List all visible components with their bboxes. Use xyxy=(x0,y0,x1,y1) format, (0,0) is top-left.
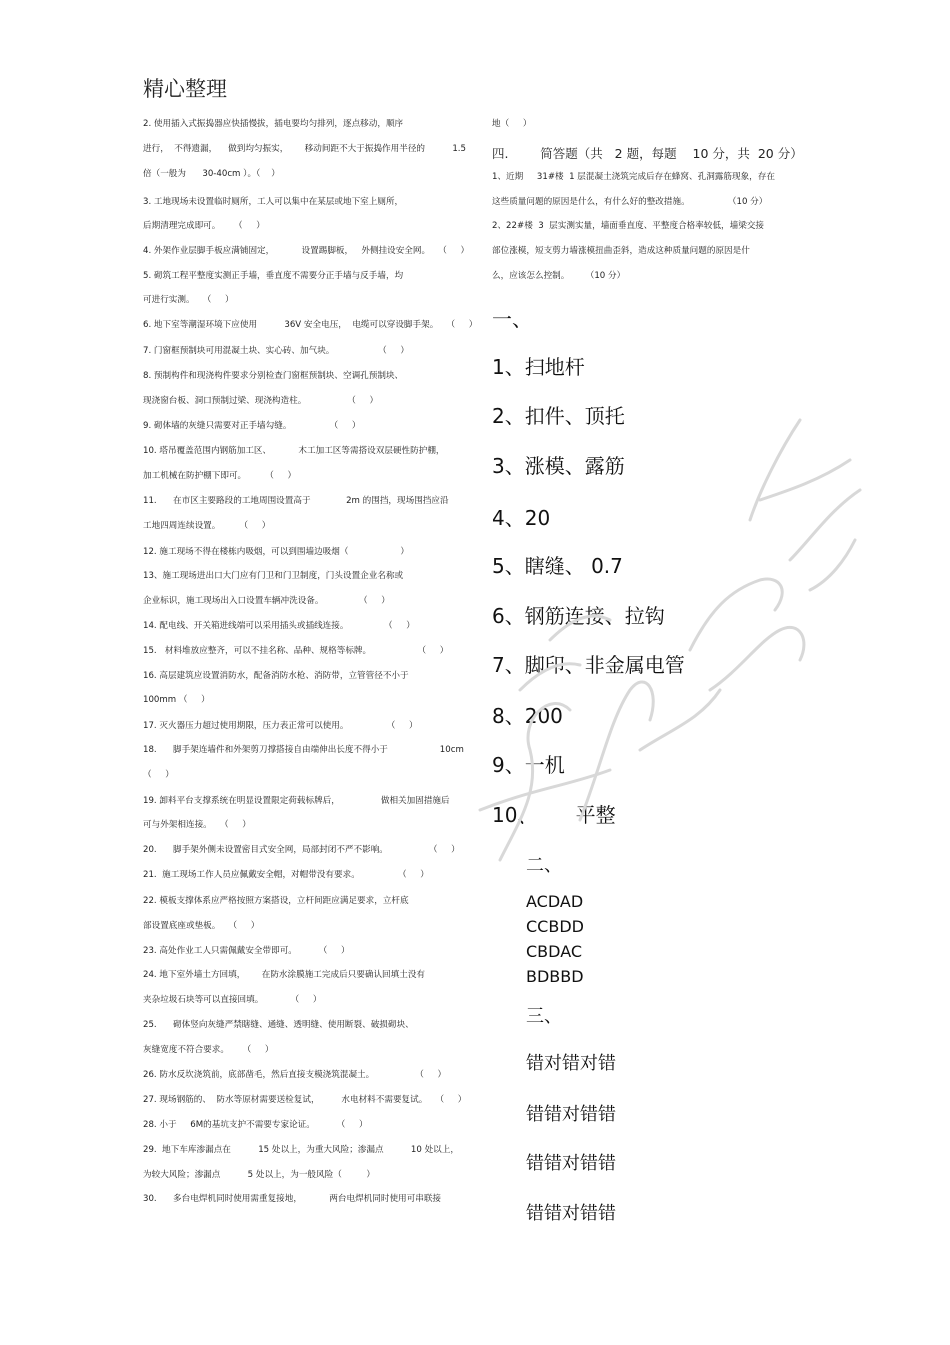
question-line: 11. 在市区主要路段的工地周围设置高于 2m 的围挡，现场围挡应沿 xyxy=(143,496,449,506)
question-line: 14. 配电线、开关箱进线端可以采用插头或插线连接。 （ ） xyxy=(143,621,415,631)
answer-item: 8、200 xyxy=(492,704,563,728)
question-line: 进行， 不得遗漏， 做到均匀振实， 移动间距不大于振捣作用半径的 1.5 xyxy=(143,144,466,154)
question-line: 100mm （ ） xyxy=(143,695,210,705)
answer-item: 4、20 xyxy=(492,506,551,530)
answer-item: CCBDD xyxy=(526,917,584,936)
answer-item: 错错对错错 xyxy=(526,1153,616,1174)
question-line: 22. 模板支撑体系应严格按照方案搭设，立杆间距应满足要求，立杆底 xyxy=(143,896,409,906)
question-line: 现浇窗台板、洞口预制过梁、现浇构造柱。 （ ） xyxy=(143,396,379,406)
short-answer-line: 部位涨模，短支剪力墙涨模扭曲歪斜，造成这种质量问题的原因是什 xyxy=(492,246,750,256)
question-line: 为较大风险；渗漏点 5 处以上，为一般风险（ ） xyxy=(143,1170,375,1180)
short-answer-line: 么，应该怎么控制。 （10 分） xyxy=(492,271,626,281)
question-line: 夹杂垃圾石块等可以直接回填。 （ ） xyxy=(143,995,322,1005)
question-line: （ ） xyxy=(143,770,174,780)
question-line: 17. 灭火器压力超过使用期限，压力表正常可以使用。 （ ） xyxy=(143,721,418,731)
question-line: 20. 脚手架外侧未设置密目式安全网，局部封闭不严不影响。 （ ） xyxy=(143,845,460,855)
question-line: 企业标识，施工现场出入口设置车辆冲洗设备。 （ ） xyxy=(143,596,390,606)
answer-item: 6、钢筋连接、拉钩 xyxy=(492,604,665,628)
question-line: 工地四周连续设置。 （ ） xyxy=(143,521,271,531)
answer-item: 2、扣件、顶托 xyxy=(492,404,625,428)
question-line: 16. 高层建筑应设置消防水，配备消防水枪、消防带，立管管径不小于 xyxy=(143,671,409,681)
question-line: 29. 地下车库渗漏点在 15 处以上，为重大风险；渗漏点 10 处以上， xyxy=(143,1145,459,1155)
question-line: 30. 多台电焊机同时使用需重复接地， 两台电焊机同时使用可串联接 xyxy=(143,1194,442,1204)
question-line: 5. 砌筑工程平整度实测正手墙，垂直度不需要分正手墙与反手墙，均 xyxy=(143,271,404,281)
question-line: 19. 卸料平台支撑系统在明显设置限定荷载标牌后， 做相关加固措施后 xyxy=(143,796,450,806)
page-title: 精心整理 xyxy=(143,77,227,101)
question-line: 27. 现场钢筋的、 防水等原材需要送检复试， 水电材料不需要复试。 （ ） xyxy=(143,1095,467,1105)
short-answer-line: 2、22#楼 3 层实测实量，墙面垂直度、平整度合格率较低，墙梁交接 xyxy=(492,221,765,231)
question-line: 12. 施工现场不得在楼栋内吸烟，可以到围墙边吸烟（ ） xyxy=(143,547,409,557)
question-line: 18. 脚手架连墙件和外架剪刀撑搭接自由端伸出长度不得小于 10cm xyxy=(143,745,464,755)
question-line: 15. 材料堆放应整齐，可以不挂名称、品种、规格等标牌。 （ ） xyxy=(143,646,449,656)
answer-item: 1、扫地杆 xyxy=(492,355,585,379)
question-line: 23. 高处作业工人只需佩戴安全带即可。 （ ） xyxy=(143,946,350,956)
answer-item: CBDAC xyxy=(526,942,583,961)
question-line: 可进行实测。 （ ） xyxy=(143,295,234,305)
question-line: 6. 地下室等潮湿环境下应使用 36V 安全电压， 电缆可以穿设脚手架。 （ ） xyxy=(143,320,478,330)
question-line: 2. 使用插入式振捣器应快插慢拔，插电要均匀排列，逐点移动，顺序 xyxy=(143,119,404,129)
question-line: 3. 工地现场未设置临时厕所，工人可以集中在某层或地下室上厕所， xyxy=(143,197,404,207)
short-answer-line: 地（ ） xyxy=(492,119,532,129)
question-line: 25. 砌体竖向灰缝严禁瞎缝、通缝、透明缝、使用断裂、破损砌块、 xyxy=(143,1020,414,1030)
question-line: 后期清理完成即可。 （ ） xyxy=(143,221,265,231)
answer-item: 错错对错错 xyxy=(526,1203,616,1224)
question-line: 4. 外架作业层脚手板应满铺固定， 设置踢脚板， 外侧挂设安全网。 （ ） xyxy=(143,246,470,256)
short-answer-line: 这些质量问题的原因是什么，有什么好的整改措施。 （10 分） xyxy=(492,197,768,207)
answer-item: 5、瞎缝、 0.7 xyxy=(492,554,623,578)
answer-item: 3、涨模、露筋 xyxy=(492,454,625,478)
answers-heading: 二、 xyxy=(526,855,562,876)
question-line: 倍（一般为 30-40cm ）。（ ） xyxy=(143,169,280,179)
question-line: 21. 施工现场工作人员应佩戴安全帽，对帽带没有要求。 （ ） xyxy=(143,870,429,880)
question-line: 可与外架相连接。 （ ） xyxy=(143,820,251,830)
short-answer-line: 1、近期 31#楼 1 层混凝土浇筑完成后存在蜂窝、孔洞露筋现象，存在 xyxy=(492,172,775,182)
answers-heading: 一、 xyxy=(492,307,532,331)
answer-item: 10、 平整 xyxy=(492,803,616,827)
answer-item: BDBBD xyxy=(526,967,584,986)
answers-heading: 三、 xyxy=(526,1006,562,1027)
answer-item: 错错对错错 xyxy=(526,1104,616,1125)
question-line: 10. 塔吊覆盖范围内钢筋加工区、 木工加工区等需搭设双层硬性防护棚， xyxy=(143,446,445,456)
section-heading: 四. 简答题（共 2 题，每题 10 分，共 20 分） xyxy=(492,146,803,161)
question-line: 9. 砌体墙的灰缝只需要对正手墙勾缝。 （ ） xyxy=(143,421,361,431)
question-line: 13、施工现场进出口大门应有门卫和门卫制度，门头设置企业名称或 xyxy=(143,571,404,581)
question-line: 24. 地下室外墙土方回填， 在防水涂膜施工完成后只要确认回填土没有 xyxy=(143,970,426,980)
question-line: 28. 小于 6M的基坑支护不需要专家论证。 （ ） xyxy=(143,1120,368,1130)
question-line: 7. 门窗框预制块可用混凝土块、实心砖、加气块。 （ ） xyxy=(143,346,409,356)
answer-item: 7、脚印、非金属电管 xyxy=(492,653,685,677)
answer-item: ACDAD xyxy=(526,892,584,911)
question-line: 灰缝宽度不符合要求。 （ ） xyxy=(143,1045,274,1055)
question-line: 部设置底座或垫板。 （ ） xyxy=(143,921,260,931)
question-line: 加工机械在防护棚下即可。 （ ） xyxy=(143,471,297,481)
question-line: 8. 预制构件和现浇构件要求分别检查门窗框预制块、空调孔预制块、 xyxy=(143,371,404,381)
answer-item: 错对错对错 xyxy=(526,1053,616,1074)
question-line: 26. 防水反坎浇筑前，底部凿毛，然后直接支模浇筑混凝土。 （ ） xyxy=(143,1070,447,1080)
answer-item: 9、一机 xyxy=(492,753,565,777)
